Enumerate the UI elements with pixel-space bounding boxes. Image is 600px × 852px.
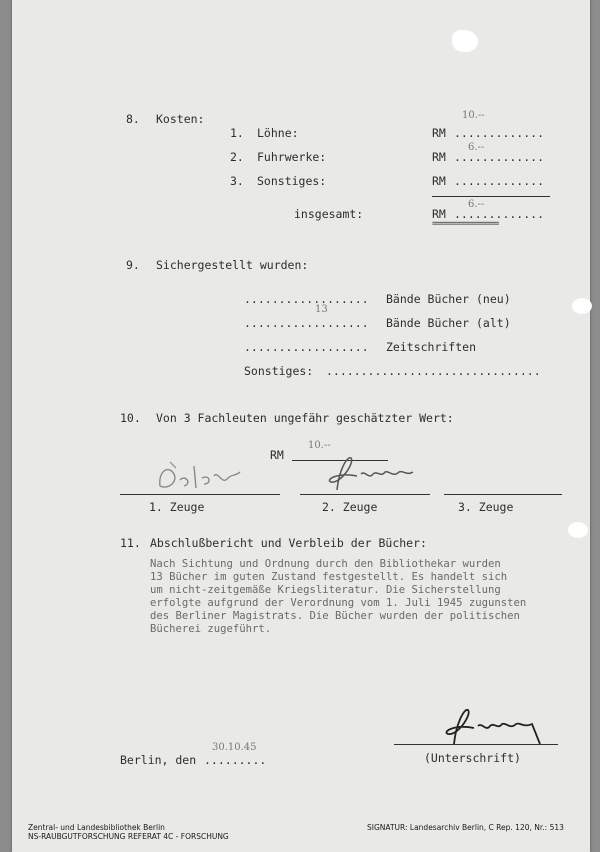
cost-item-3-currency: RM — [432, 174, 446, 188]
cost-total-value: ............. — [454, 207, 545, 221]
punch-hole-upper — [572, 298, 592, 314]
value-currency: RM — [270, 448, 284, 462]
secured-row-1-label: Bände Bücher (neu) — [386, 292, 511, 306]
witness-3-label: 3. Zeuge — [458, 500, 514, 514]
value-hand: 10.-- — [308, 440, 331, 451]
section8-title: Kosten: — [156, 112, 205, 126]
secured-row-1-dots: .................. — [244, 292, 369, 306]
paper-tear-top — [452, 30, 478, 52]
body-line: erfolgte aufgrund der Verordnung vom 1. Juli 1945 zugunsten — [150, 597, 527, 609]
witness-3-line — [444, 494, 562, 495]
secured-row-3-dots: .................. — [244, 340, 369, 354]
secured-row-2-label: Bände Bücher (alt) — [386, 316, 511, 330]
cost-item-2-currency: RM — [432, 150, 446, 164]
secured-sonstiges-dots: ............................... — [326, 364, 541, 378]
signature-line — [394, 744, 558, 745]
witness-1-line — [120, 494, 280, 495]
body-line: Nach Sichtung und Ordnung durch den Bibliothekar wurden — [150, 558, 501, 570]
footer-department: NS-RAUBGUTFORSCHUNG REFERAT 4C - FORSCHUNG — [28, 832, 229, 841]
secured-row-3-label: Zeitschriften — [386, 340, 477, 354]
closing-place: Berlin, den — [120, 753, 197, 767]
cost-item-2-num: 2. — [230, 150, 244, 164]
section8-top-hand: 10.-- — [462, 110, 485, 121]
cost-item-2-value: ............. — [454, 150, 545, 164]
cost-total-label: insgesamt: — [294, 207, 364, 221]
closing-dots: ......... — [204, 753, 267, 767]
witness-2-line — [300, 494, 430, 495]
body-line: 13 Bücher im guten Zustand festgestellt. Es handelt sich — [150, 571, 508, 583]
cost-total-currency: RM — [432, 207, 446, 221]
section10-number: 10. — [120, 411, 141, 425]
body-line: Bücherei zugeführt. — [150, 623, 272, 635]
signature-label: (Unterschrift) — [424, 751, 521, 765]
witness-1-label: 1. Zeuge — [149, 500, 205, 514]
secured-row-2-hand: 13 — [315, 304, 328, 315]
secured-row-2-dots: .................. — [244, 316, 369, 330]
section11-number: 11. — [120, 536, 141, 550]
cost-item-1-value: ............. — [454, 126, 545, 140]
body-line: des Berliner Magistrats. Die Bücher wurden der politischen — [150, 610, 520, 622]
cost-total-double-line: =============== — [432, 219, 499, 229]
cost-item-2-label: Fuhrwerke: — [257, 150, 327, 164]
section9-title: Sichergestellt wurden: — [156, 258, 309, 272]
cost-item-1-label: Löhne: — [257, 126, 299, 140]
cost-item-3-num: 3. — [230, 174, 244, 188]
document-page — [12, 0, 590, 852]
body-line: um nicht-zeitgemäße Kriegsliteratur. Die Sicherstellung — [150, 584, 501, 596]
footer-institution: Zentral- und Landesbibliothek Berlin — [28, 823, 165, 832]
punch-hole-lower — [568, 522, 588, 538]
cost-total-hand: 6.-- — [468, 199, 485, 210]
witness-1-signature — [152, 456, 262, 496]
secured-sonstiges-label: Sonstiges: — [244, 364, 314, 378]
section9-number: 9. — [126, 258, 140, 272]
cost-item-2-hand: 6.-- — [468, 142, 485, 153]
closing-signature — [432, 704, 562, 748]
witness-2-label: 2. Zeuge — [322, 500, 378, 514]
cost-item-3-value: ............. — [454, 174, 545, 188]
cost-item-1-currency: RM — [432, 126, 446, 140]
footer-signature-ref: SIGNATUR: Landesarchiv Berlin, C Rep. 120, Nr.: 513 — [367, 823, 564, 832]
witness-2-signature — [317, 450, 427, 494]
cost-item-3-label: Sonstiges: — [257, 174, 327, 188]
section8-number: 8. — [126, 112, 140, 126]
cost-subtotal-line — [432, 196, 550, 197]
section10-title: Von 3 Fachleuten ungefähr geschätzter Wert: — [156, 411, 454, 425]
closing-date-hand: 30.10.45 — [212, 742, 257, 753]
section11-title: Abschlußbericht und Verbleib der Bücher: — [150, 536, 427, 550]
cost-item-1-num: 1. — [230, 126, 244, 140]
